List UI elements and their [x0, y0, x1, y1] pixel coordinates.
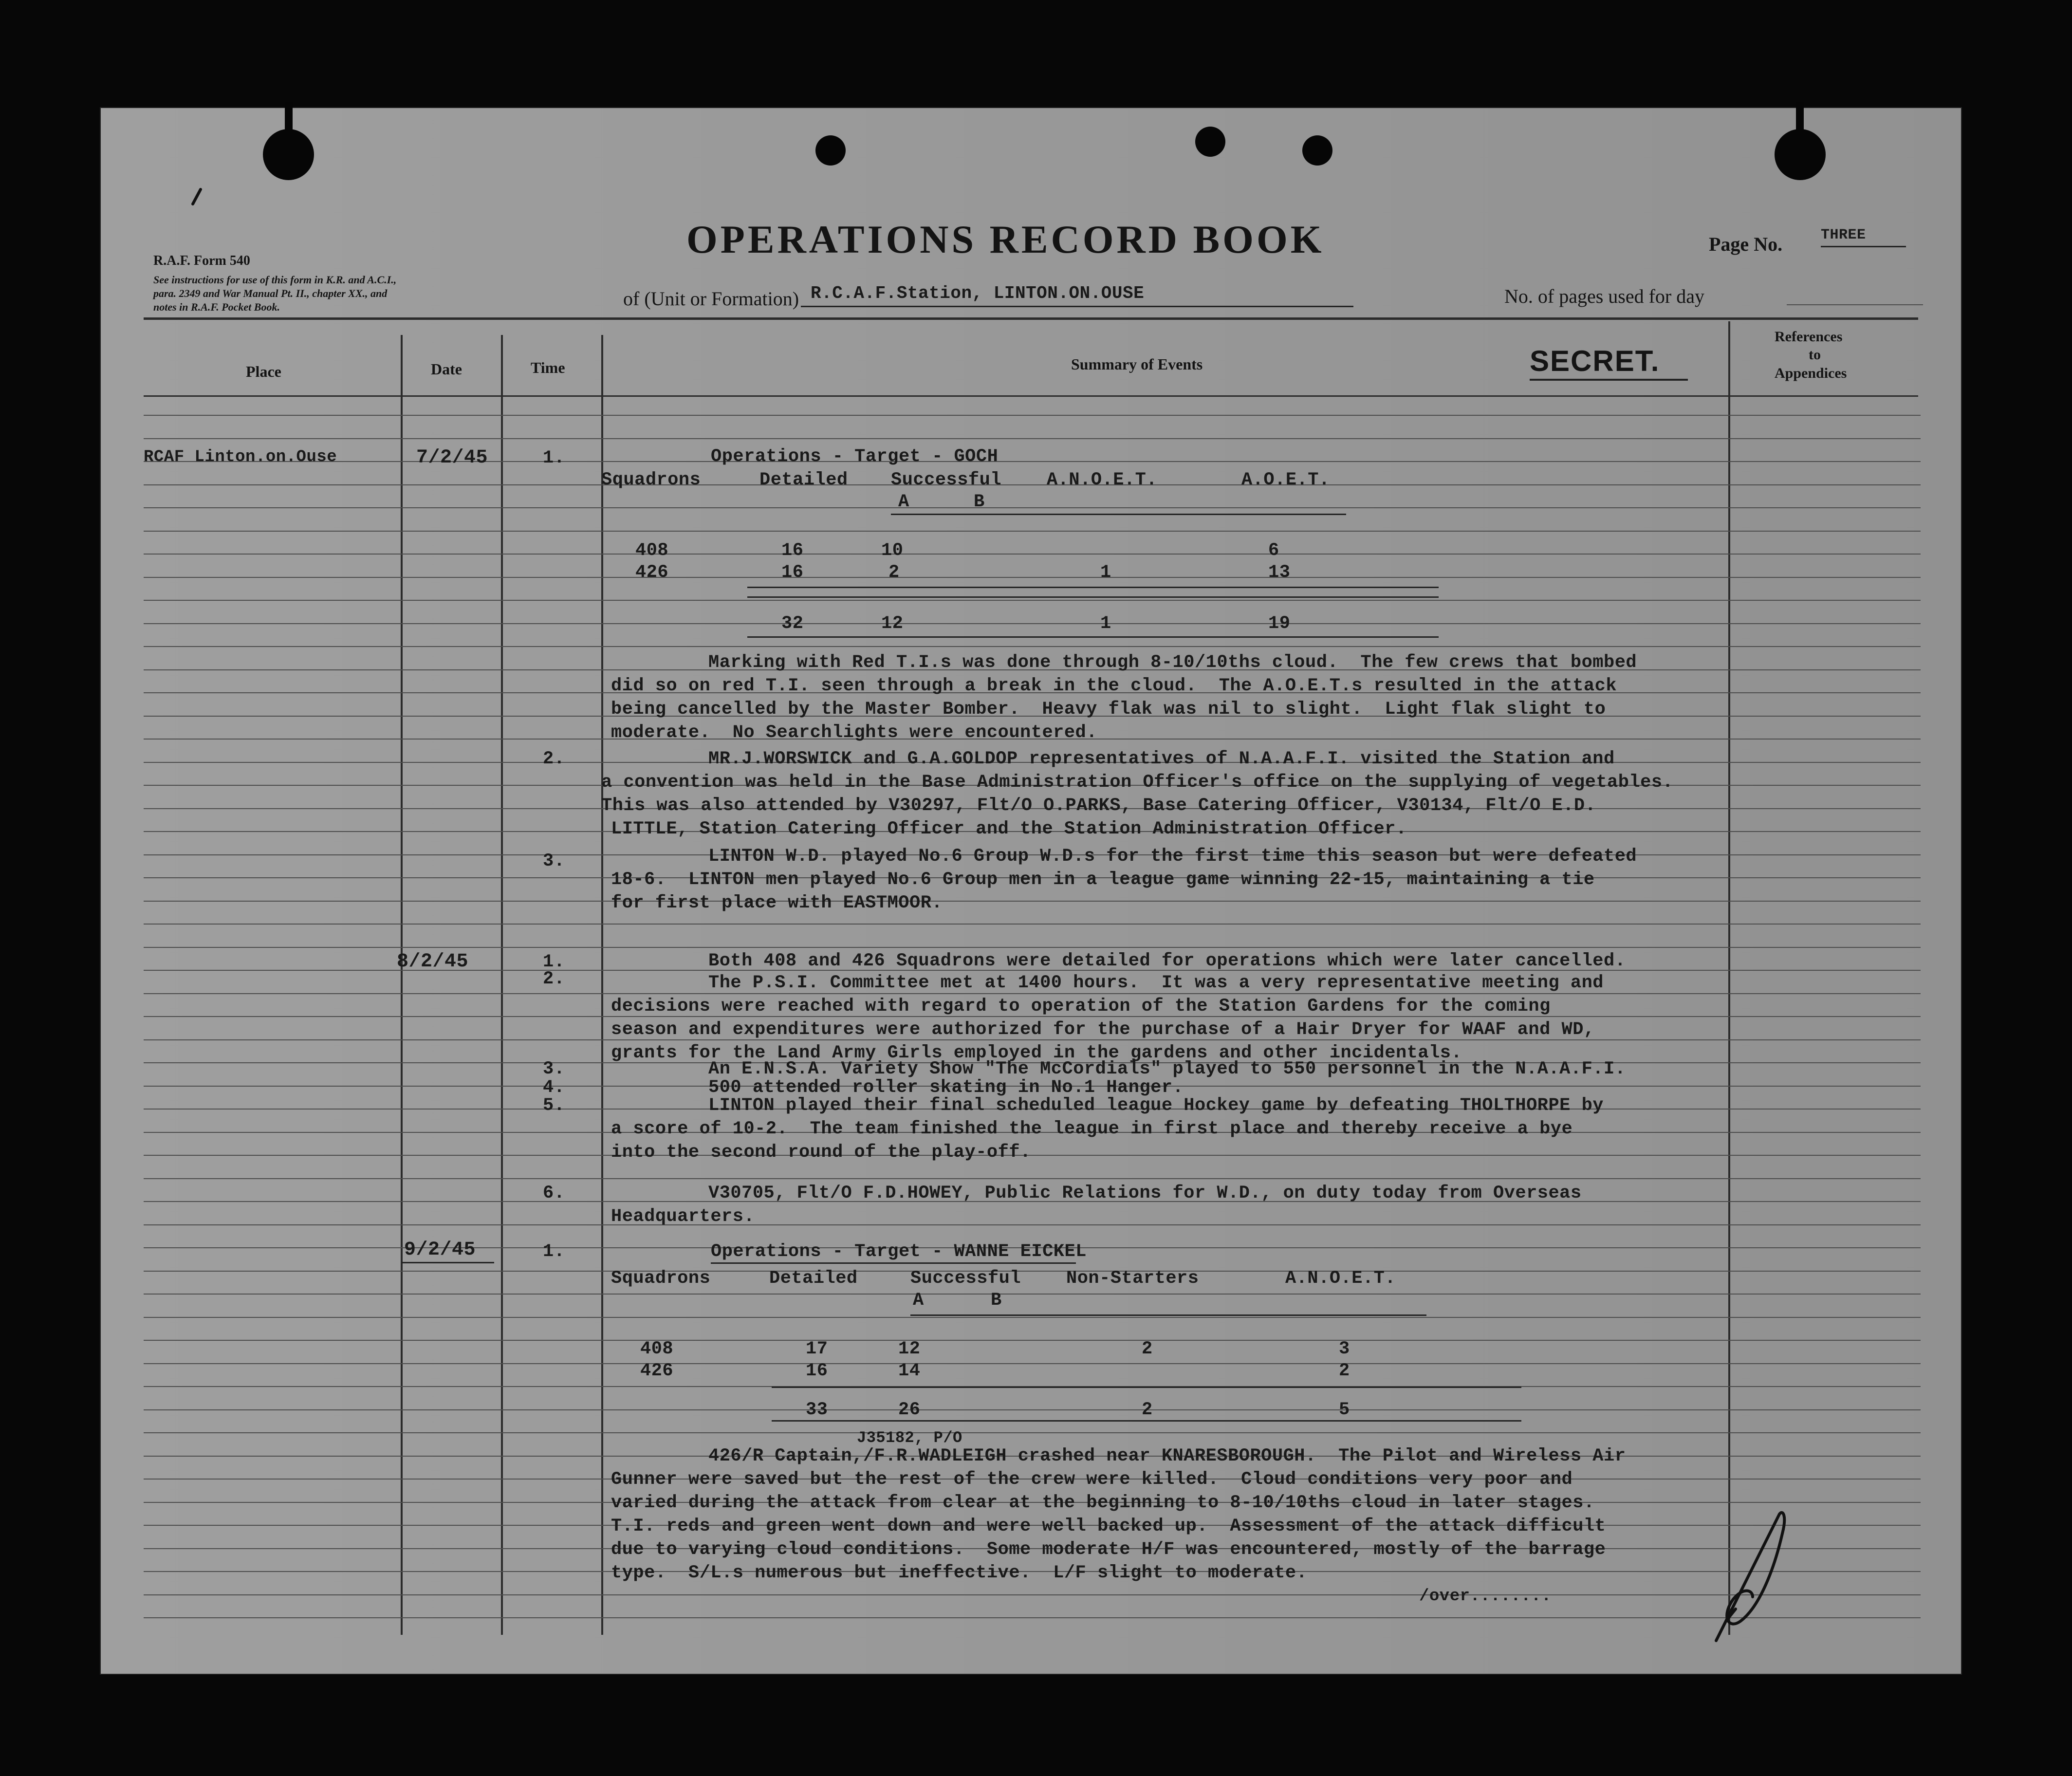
- punch-hole: [815, 135, 846, 166]
- ops2-row2-squadron: 426: [640, 1361, 674, 1381]
- ops2-heading-rule: [711, 1262, 1076, 1264]
- header-bottom-border: [144, 395, 1918, 397]
- form-instruction-1: See instructions for use of this form in K.R. and A.C.I.,: [153, 274, 397, 286]
- ops2-header-anoet: A.N.O.E.T.: [1285, 1268, 1396, 1289]
- ops1-row1-successful: 10: [881, 540, 904, 561]
- ops1-header-aoet: A.O.E.T.: [1241, 470, 1330, 490]
- time-entry: 2.: [543, 749, 565, 769]
- time-entry: 1.: [543, 952, 565, 972]
- para4-line: Both 408 and 426 Squadrons were detailed for operations which were later cancelled.: [708, 951, 1626, 971]
- pen-mark: [190, 187, 204, 207]
- ruled-line: [144, 1409, 1921, 1410]
- ruled-line: [144, 507, 1921, 508]
- ops1-sum-rule-1: [747, 587, 1439, 588]
- place-col-border: [401, 335, 403, 1635]
- para5-line: The P.S.I. Committee met at 1400 hours. It was a very representative meeting and: [708, 973, 1604, 993]
- ops1-row1-squadron: 408: [635, 540, 669, 561]
- ruled-line: [144, 947, 1921, 948]
- ruled-line: [144, 1155, 1921, 1156]
- ruled-line: [144, 1224, 1921, 1225]
- punch-slot: [1796, 102, 1804, 136]
- punch-slot: [285, 102, 293, 136]
- para8-line: LINTON played their final scheduled league Hockey game by defeating THOLTHORPE by: [708, 1095, 1604, 1116]
- para9-line: Headquarters.: [611, 1206, 755, 1227]
- ops1-total-rule: [747, 636, 1439, 638]
- time-entry: 1.: [543, 1241, 565, 1262]
- ops1-row1-detailed: 16: [781, 540, 804, 561]
- form-instruction-3: notes in R.A.F. Pocket Book.: [153, 301, 280, 313]
- ops2-row1-detailed: 17: [806, 1339, 828, 1359]
- place-entry: RCAF Linton.on.Ouse: [144, 448, 337, 466]
- ops2-header-nonstarters: Non-Starters: [1066, 1268, 1199, 1289]
- para1-line: being cancelled by the Master Bomber. Heavy flak was nil to slight. Light flak slight to: [611, 699, 1606, 720]
- column-header-references-3: Appendices: [1775, 365, 1847, 381]
- para5-line: grants for the Land Army Girls employed in the gardens and other incidentals.: [611, 1043, 1462, 1063]
- unit-value: R.C.A.F.Station, LINTON.ON.OUSE: [811, 283, 1145, 303]
- ops1-header-rule: [891, 514, 1346, 515]
- summary-col-border: [1728, 321, 1730, 1635]
- ops1-total-detailed: 32: [781, 613, 804, 634]
- ruled-line: [144, 461, 1921, 462]
- para5-line: season and expenditures were authorized for the purchase of a Hair Dryer for WAAF and WD,: [611, 1019, 1595, 1040]
- ops2-sum-rule: [772, 1387, 1521, 1388]
- form-name: R.A.F. Form 540: [153, 253, 250, 268]
- ops2-header-squadrons: Squadrons: [611, 1268, 711, 1289]
- ops2-row1-anoet: 3: [1339, 1339, 1350, 1359]
- time-entry: 5.: [543, 1095, 565, 1116]
- para10-line: T.I. reds and green went down and were well backed up. Assessment of the attack difficult: [611, 1516, 1606, 1536]
- column-header-references-1: References: [1775, 329, 1843, 345]
- form-instruction-2: para. 2349 and War Manual Pt. II., chapter XX., and: [153, 287, 388, 299]
- page-no-underline: [1821, 246, 1906, 247]
- ruled-line: [144, 484, 1921, 485]
- ruled-line: [144, 901, 1921, 902]
- ruled-line: [144, 415, 1921, 416]
- ruled-line: [144, 1432, 1921, 1433]
- ops2-header-detailed: Detailed: [769, 1268, 858, 1289]
- ops2-row1-successful: 12: [898, 1339, 921, 1359]
- ops2-total-successful: 26: [898, 1400, 921, 1420]
- page-no-label: Page No.: [1709, 233, 1783, 255]
- ruled-line: [144, 531, 1921, 532]
- ruled-line: [144, 1617, 1921, 1618]
- para3-line: for first place with EASTMOOR.: [611, 893, 943, 913]
- column-header-time: Time: [531, 359, 565, 376]
- ops2-total-detailed: 33: [806, 1400, 828, 1420]
- punch-hole: [1302, 135, 1332, 166]
- para10-line: 426/R Captain,/F.R.WADLEIGH crashed near KNARESBOROUGH. The Pilot and Wireless Air: [708, 1446, 1626, 1466]
- ruled-line: [144, 1340, 1921, 1341]
- para1-line: did so on red T.I. seen through a break in the cloud. The A.O.E.T.s resulted in the attack: [611, 676, 1617, 696]
- ops2-total-rule: [772, 1420, 1521, 1422]
- ops2-sub-a: A: [913, 1290, 924, 1311]
- unit-label: of (Unit or Formation): [623, 288, 799, 310]
- insertion-note: J35182, P/O: [857, 1429, 962, 1447]
- ruled-line: [144, 600, 1921, 601]
- unit-underline: [801, 306, 1353, 307]
- form-sheet: [100, 107, 1962, 1675]
- para3-line: LINTON W.D. played No.6 Group W.D.s for the first time this season but were defeated: [708, 846, 1637, 867]
- ruled-line: [144, 1363, 1921, 1364]
- para6-line: An E.N.S.A. Variety Show "The McCordials" played to 550 personnel in the N.A.A.F.I.: [708, 1059, 1626, 1079]
- para8-line: into the second round of the play-off.: [611, 1142, 1031, 1163]
- para8-line: a score of 10-2. The team finished the league in first place and thereby receive a bye: [611, 1119, 1573, 1139]
- punch-hole: [1775, 129, 1826, 180]
- page-no-value: THREE: [1821, 227, 1866, 243]
- ruled-line: [144, 1317, 1921, 1318]
- ruled-line: [144, 924, 1921, 925]
- table-top-border: [144, 317, 1918, 320]
- ops1-total-successful: 12: [881, 613, 904, 634]
- time-entry: 6.: [543, 1183, 565, 1203]
- para2-line: LITTLE, Station Catering Officer and the Station Administration Officer.: [611, 819, 1407, 839]
- ruled-line: [144, 554, 1921, 555]
- ops2-total-anoet: 5: [1339, 1400, 1350, 1420]
- ops1-header-squadrons: Squadrons: [601, 470, 701, 490]
- ops1-row2-detailed: 16: [781, 562, 804, 583]
- ops1-total-aoet: 19: [1268, 613, 1291, 634]
- ops2-row1-nonstarters: 2: [1142, 1339, 1153, 1359]
- para1-line: moderate. No Searchlights were encountered.: [611, 722, 1097, 743]
- punch-hole: [1195, 127, 1225, 157]
- column-header-date: Date: [431, 360, 462, 378]
- secret-stamp: SECRET.: [1530, 345, 1660, 377]
- pages-used-line: [1787, 304, 1923, 305]
- ruled-line: [144, 438, 1921, 439]
- punch-hole: [263, 129, 314, 180]
- ops2-header-successful: Successful: [910, 1268, 1021, 1289]
- ruled-line: [144, 1594, 1921, 1595]
- ops1-row1-aoet: 6: [1268, 540, 1279, 561]
- column-header-references-2: to: [1809, 347, 1821, 363]
- ruled-line: [144, 577, 1921, 578]
- ops1-heading: Operations - Target - GOCH: [711, 446, 999, 467]
- date-entry-1: 7/2/45: [416, 447, 488, 469]
- ruled-line: [144, 623, 1921, 624]
- ops2-header-rule: [910, 1314, 1426, 1316]
- para1-line: Marking with Red T.I.s was done through 8-10/10ths cloud. The few crews that bombed: [708, 652, 1637, 673]
- para5-line: decisions were reached with regard to operation of the Station Gardens for the coming: [611, 996, 1551, 1017]
- time-entry: 4.: [543, 1077, 565, 1098]
- ops1-row2-aoet: 13: [1268, 562, 1291, 583]
- ops2-row1-squadron: 408: [640, 1339, 674, 1359]
- over-note: /over........: [1419, 1587, 1552, 1606]
- ops2-row2-anoet: 2: [1339, 1361, 1350, 1381]
- ops1-sub-a: A: [898, 492, 909, 512]
- ops2-heading: Operations - Target - WANNE EICKEL: [711, 1241, 1087, 1262]
- ops1-row2-squadron: 426: [635, 562, 669, 583]
- time-col-border: [601, 335, 603, 1635]
- para2-line: This was also attended by V30297, Flt/O O.PARKS, Base Catering Officer, V30134, Flt/O E.D.: [601, 796, 1596, 816]
- ruled-line: [144, 1178, 1921, 1179]
- ops2-sub-b: B: [991, 1290, 1002, 1311]
- para7-line: 500 attended roller skating in No.1 Hanger.: [708, 1077, 1184, 1098]
- para3-line: 18-6. LINTON men played No.6 Group men in a league game winning 22-15, maintaining a tie: [611, 870, 1595, 890]
- ops1-sum-rule-2: [747, 596, 1439, 598]
- ruled-line: [144, 646, 1921, 647]
- time-entry: 1.: [543, 448, 565, 468]
- date-3-underline: [402, 1262, 494, 1263]
- time-entry: 2.: [543, 969, 565, 989]
- ops1-header-detailed: Detailed: [759, 470, 848, 490]
- secret-underline: [1530, 379, 1688, 381]
- ops1-row2-successful: 2: [888, 562, 900, 583]
- date-entry-2: 8/2/45: [397, 951, 469, 973]
- initials-signature: [1706, 1495, 1794, 1646]
- para10-line: Gunner were saved but the rest of the crew were killed. Cloud conditions very poor and: [611, 1469, 1573, 1490]
- ops2-total-nonstarters: 2: [1142, 1400, 1153, 1420]
- ops2-row2-successful: 14: [898, 1361, 921, 1381]
- date-entry-3: 9/2/45: [404, 1239, 476, 1261]
- para10-line: due to varying cloud conditions. Some moderate H/F was encountered, mostly of the barrage: [611, 1539, 1606, 1560]
- time-entry: 3.: [543, 1059, 565, 1079]
- ops1-row2-anoet: 1: [1100, 562, 1111, 583]
- ops1-sub-b: B: [974, 492, 985, 512]
- ruled-line: [144, 1294, 1921, 1295]
- page-title: OPERATIONS RECORD BOOK: [686, 217, 1325, 261]
- para2-line: MR.J.WORSWICK and G.A.GOLDOP representatives of N.A.A.F.I. visited the Station and: [708, 749, 1615, 769]
- ops2-row2-detailed: 16: [806, 1361, 828, 1381]
- pages-used-label: No. of pages used for day: [1504, 285, 1704, 307]
- para2-line: a convention was held in the Base Administration Officer's office on the supplying of vegetables.: [601, 772, 1674, 793]
- para10-line: varied during the attack from clear at the beginning to 8-10/10ths cloud in later stages.: [611, 1493, 1595, 1513]
- time-entry: 3.: [543, 851, 565, 871]
- ops1-header-anoet: A.N.O.E.T.: [1047, 470, 1158, 490]
- ruled-line: [144, 1271, 1921, 1272]
- para10-line: type. S/L.s numerous but ineffective. L/F slight to moderate.: [611, 1563, 1308, 1583]
- ops1-header-successful: Successful: [891, 470, 1002, 490]
- column-header-summary: Summary of Events: [1071, 355, 1203, 373]
- date-col-border: [501, 335, 503, 1635]
- column-header-place: Place: [246, 363, 281, 380]
- para9-line: V30705, Flt/O F.D.HOWEY, Public Relations for W.D., on duty today from Overseas: [708, 1183, 1582, 1203]
- ops1-total-anoet: 1: [1100, 613, 1111, 634]
